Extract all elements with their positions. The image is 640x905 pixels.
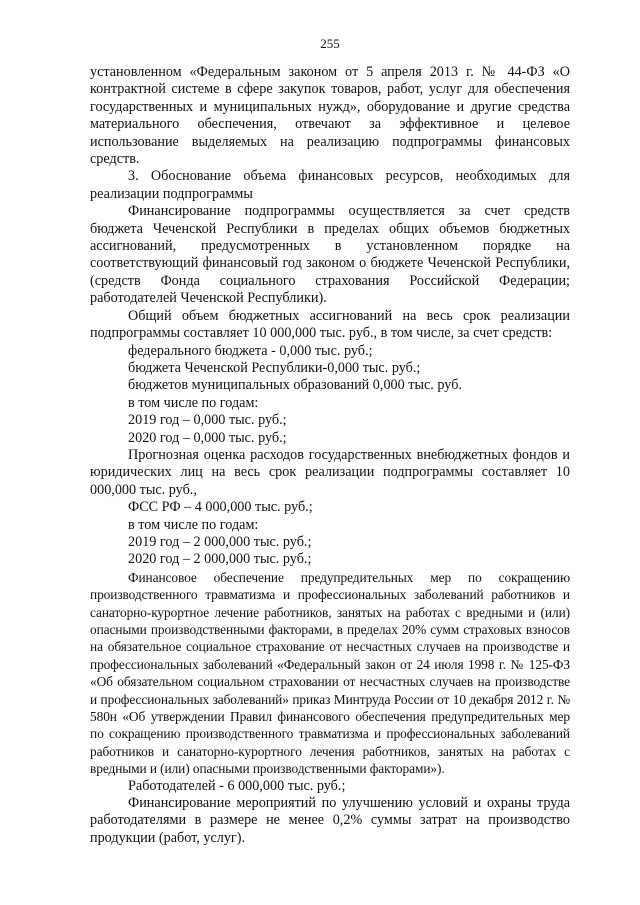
paragraph: бюджета Чеченской Республики-0,000 тыс. руб.; (128, 359, 421, 376)
paragraph: бюджетов муниципальных образований 0,000 тыс. руб. (128, 377, 462, 394)
paragraph: установленном «Федеральным законом от 5 апреля 2013 г. № 44-ФЗ «О контрактной системе в сфере закупок товаров, работ, услуг для обеспечения государственных и муниципальных нужд», оборудование и другие средства материального обеспечения, отвечают за эффективное и целевое использование выделяемых на реализацию подпрограммы финансовых средств. (90, 64, 570, 168)
paragraph: федерального бюджета - 0,000 тыс. руб.; (128, 342, 373, 359)
paragraph: Финансирование подпрограммы осуществляется за счет средств бюджета Чеченской Республики в пределах общих объемов бюджетных ассигнований, предусмотренных в установленном порядке на соответствующий финансовый год законом о бюджете Чеченской Республики, (средств Фонда социального страхования Российской Федерации; работодателей Чеченской Республики). (90, 203, 570, 307)
paragraph: 2020 год – 2 000,000 тыс. руб.; (128, 551, 312, 568)
paragraph: Работодателей - 6 000,000 тыс. руб.; (128, 777, 346, 794)
paragraph: 2019 год – 2 000,000 тыс. руб.; (128, 533, 312, 550)
paragraph: Финансовое обеспечение предупредительных мер по сокращению производственного травматизма и профессиональных заболеваний работников и санаторно-курортное лечение работников, занятых на работах с вредными и (или) опасными производственными факторами, в пределах 20% сумм страховых взносов на обязательное социальное страхование от несчастных случаев на производстве и профессиональных заболеваний «Федеральный закон от 24 июля 1998 г. № 125-ФЗ «Об обязательном социальном страховании от несчастных случаев на производстве и профессиональных заболеваний» приказ Минтруда России от 10 декабря 2012 г. № 580н «Об утверждении Правил финансового обеспечения предупредительных мер по сокращению производственного травматизма и профессиональных заболеваний работников и санаторно-курортного лечения работников, занятых на работах с вредными и (или) опасными производственными факторами»). (90, 569, 570, 777)
paragraph: Общий объем бюджетных ассигнований на весь срок реализации подпрограммы составляет 10 000,000 тыс. руб., в том числе, за счет средств: (90, 307, 570, 342)
paragraph: Прогнозная оценка расходов государственных внебюджетных фондов и юридических лиц на весь срок реализации подпрограммы составляет 10 000,000 тыс. руб., (90, 446, 570, 498)
paragraph: 2020 год – 0,000 тыс. руб.; (128, 429, 287, 446)
page-number: 255 (320, 36, 340, 51)
paragraph: ФСС РФ – 4 000,000 тыс. руб.; (128, 499, 313, 516)
paragraph: 2019 год – 0,000 тыс. руб.; (128, 412, 287, 429)
paragraph: Финансирование мероприятий по улучшению условий и охраны труда работодателями в размере не менее 0,2% суммы затрат на производство продукции (работ, услуг). (90, 795, 570, 846)
paragraph: в том числе по годам: (128, 516, 259, 533)
document-body (90, 64, 570, 847)
paragraph: 3. Обоснование объема финансовых ресурсов, необходимых для реализации подпрограммы (90, 168, 570, 202)
paragraph: в том числе по годам: (128, 394, 259, 411)
